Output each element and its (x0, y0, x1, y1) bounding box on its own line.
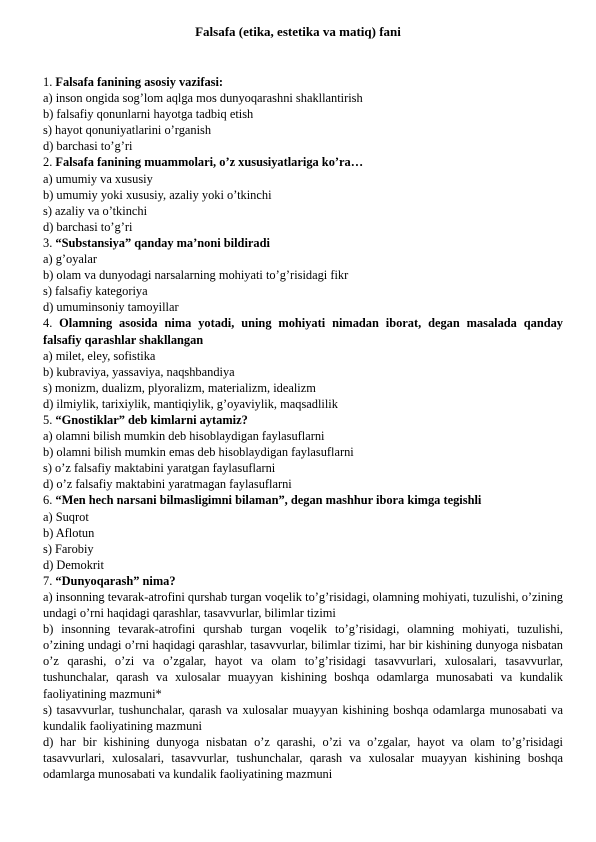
answer-option: d) umuminsoniy tamoyillar (43, 300, 179, 315)
answer-option: s) falsafiy kategoriya (43, 284, 148, 299)
question-text: “Dunyoqarash” nima? (55, 573, 176, 588)
answer-option: b) insonning tevarak-atrofini qurshab turgan voqelik to’g’risidagi, olamning mohiyati, tuzulishi, o’zining undagi o’rni haqidagi qarashlar, tasavvurlar, bilimlar tizimi, har bir kishining dunyoga nisbatan o’z qarashi, o’zi va o’zgalar, hayot va olam to’g’risidagi tasavvurlari, xulosalari, tasavvurlar, tushunchalar, qarash va xulosalar muayyan kishining boshqa odamlarga munosabati va kundalik faoliyatining mazmuni* (43, 622, 563, 701)
question-text: Falsafa fanining muammolari, o’z xususiyatlariga ko’ra… (55, 155, 364, 170)
question-block (43, 573, 563, 782)
answer-option: a) milet, eley, sofistika (43, 348, 156, 363)
question-number: 7. (43, 573, 53, 588)
answer-option: d) har bir kishining dunyoga nisbatan o’z qarashi, o’zi va o’zgalar, hayot va olam to’g’risidagi tasavvurlari, xulosalari, tasavvurlar, tushunchalar, qarash va xulosalar muayyan kishining boshqa odamlarga munosabati va kundalik faoliyatining mazmuni (43, 734, 563, 782)
question-text: Olamning asosida nima yotadi, uning mohiyati nimadan iborat, degan masalada qanday falsafiy qarashlar shakllangan (43, 316, 563, 347)
question-number: 2. (43, 155, 53, 170)
answer-option: d) barchasi to’g’ri (43, 139, 133, 154)
answer-option: s) azaliy va o’tkinchi (43, 203, 148, 218)
answer-option: a) insonning tevarak-atrofini qurshab turgan voqelik to’g’risidagi, olamning mohiyati, tuzulishi, o’zining undagi o’rni haqidagi qarashlar, tasavvurlar, bilimlar tizimi (43, 590, 563, 621)
answer-option: b) umumiy yoki xususiy, azaliy yoki o’tkinchi (43, 187, 272, 202)
question-block (43, 74, 563, 154)
question-block (43, 235, 563, 315)
answer-option: b) Aflotun (43, 525, 95, 540)
answer-option: s) monizm, dualizm, plyoralizm, materializm, idealizm (43, 380, 316, 395)
question-block (43, 492, 563, 572)
answer-option: s) o’z falsafiy maktabini yaratgan faylasuflarni (43, 461, 276, 476)
answer-option: a) Suqrot (43, 509, 89, 524)
question-heading (43, 315, 563, 347)
question-block (43, 412, 563, 492)
question-number: 6. (43, 493, 53, 508)
answer-option: b) falsafiy qonunlarni hayotga tadbiq etish (43, 107, 254, 122)
question-block (43, 154, 563, 234)
question-heading (43, 573, 563, 589)
question-text: “Gnostiklar” deb kimlarni aytamiz? (55, 412, 248, 427)
question-heading (43, 412, 563, 428)
answer-option: d) ilmiylik, tarixiylik, mantiqiylik, g’oyaviylik, maqsadlilik (43, 396, 338, 411)
question-heading (43, 492, 563, 508)
answer-option: s) hayot qonuniyatlarini o’rganish (43, 123, 212, 138)
question-text: “Men hech narsani bilmasligimni bilaman”, degan mashhur ibora kimga tegishli (55, 493, 482, 508)
question-number: 5. (43, 412, 53, 427)
question-heading (43, 74, 563, 90)
question-number: 3. (43, 235, 53, 250)
question-heading (43, 154, 563, 170)
answer-option: s) tasavvurlar, tushunchalar, qarash va xulosalar muayyan kishining boshqa odamlarga munosabati va kundalik faoliyatining mazmuni (43, 702, 563, 733)
question-number: 1. (43, 75, 53, 89)
answer-option: b) kubraviya, yassaviya, naqshbandiya (43, 364, 235, 379)
answer-option: a) olamni bilish mumkin deb hisoblaydigan faylasuflarni (43, 429, 325, 444)
answer-option: s) Farobiy (43, 541, 94, 556)
answer-option: a) umumiy va xususiy (43, 171, 153, 186)
answer-option: b) olam va dunyodagi narsalarning mohiyati to’g’risidagi fikr (43, 268, 349, 283)
answer-option: d) o’z falsafiy maktabini yaratmagan faylasuflarni (43, 477, 292, 492)
answer-option: b) olamni bilish mumkin emas deb hisoblaydigan faylasuflarni (43, 445, 354, 460)
answer-option: a) inson ongida sog’lom aqlga mos dunyoqarashni shakllantirish (43, 91, 363, 106)
answer-option: a) g’oyalar (43, 252, 98, 267)
answer-option: d) Demokrit (43, 557, 104, 572)
page-title: Falsafa (etika, estetika va matiq) fani (195, 24, 401, 39)
question-text: Falsafa fanining asosiy vazifasi: (55, 75, 224, 89)
question-list (43, 74, 563, 782)
question-heading (43, 235, 563, 251)
question-number: 4. (43, 316, 53, 331)
question-block (43, 315, 563, 412)
question-text: “Substansiya” qanday ma’noni bildiradi (55, 235, 270, 250)
answer-option: d) barchasi to’g’ri (43, 219, 133, 234)
